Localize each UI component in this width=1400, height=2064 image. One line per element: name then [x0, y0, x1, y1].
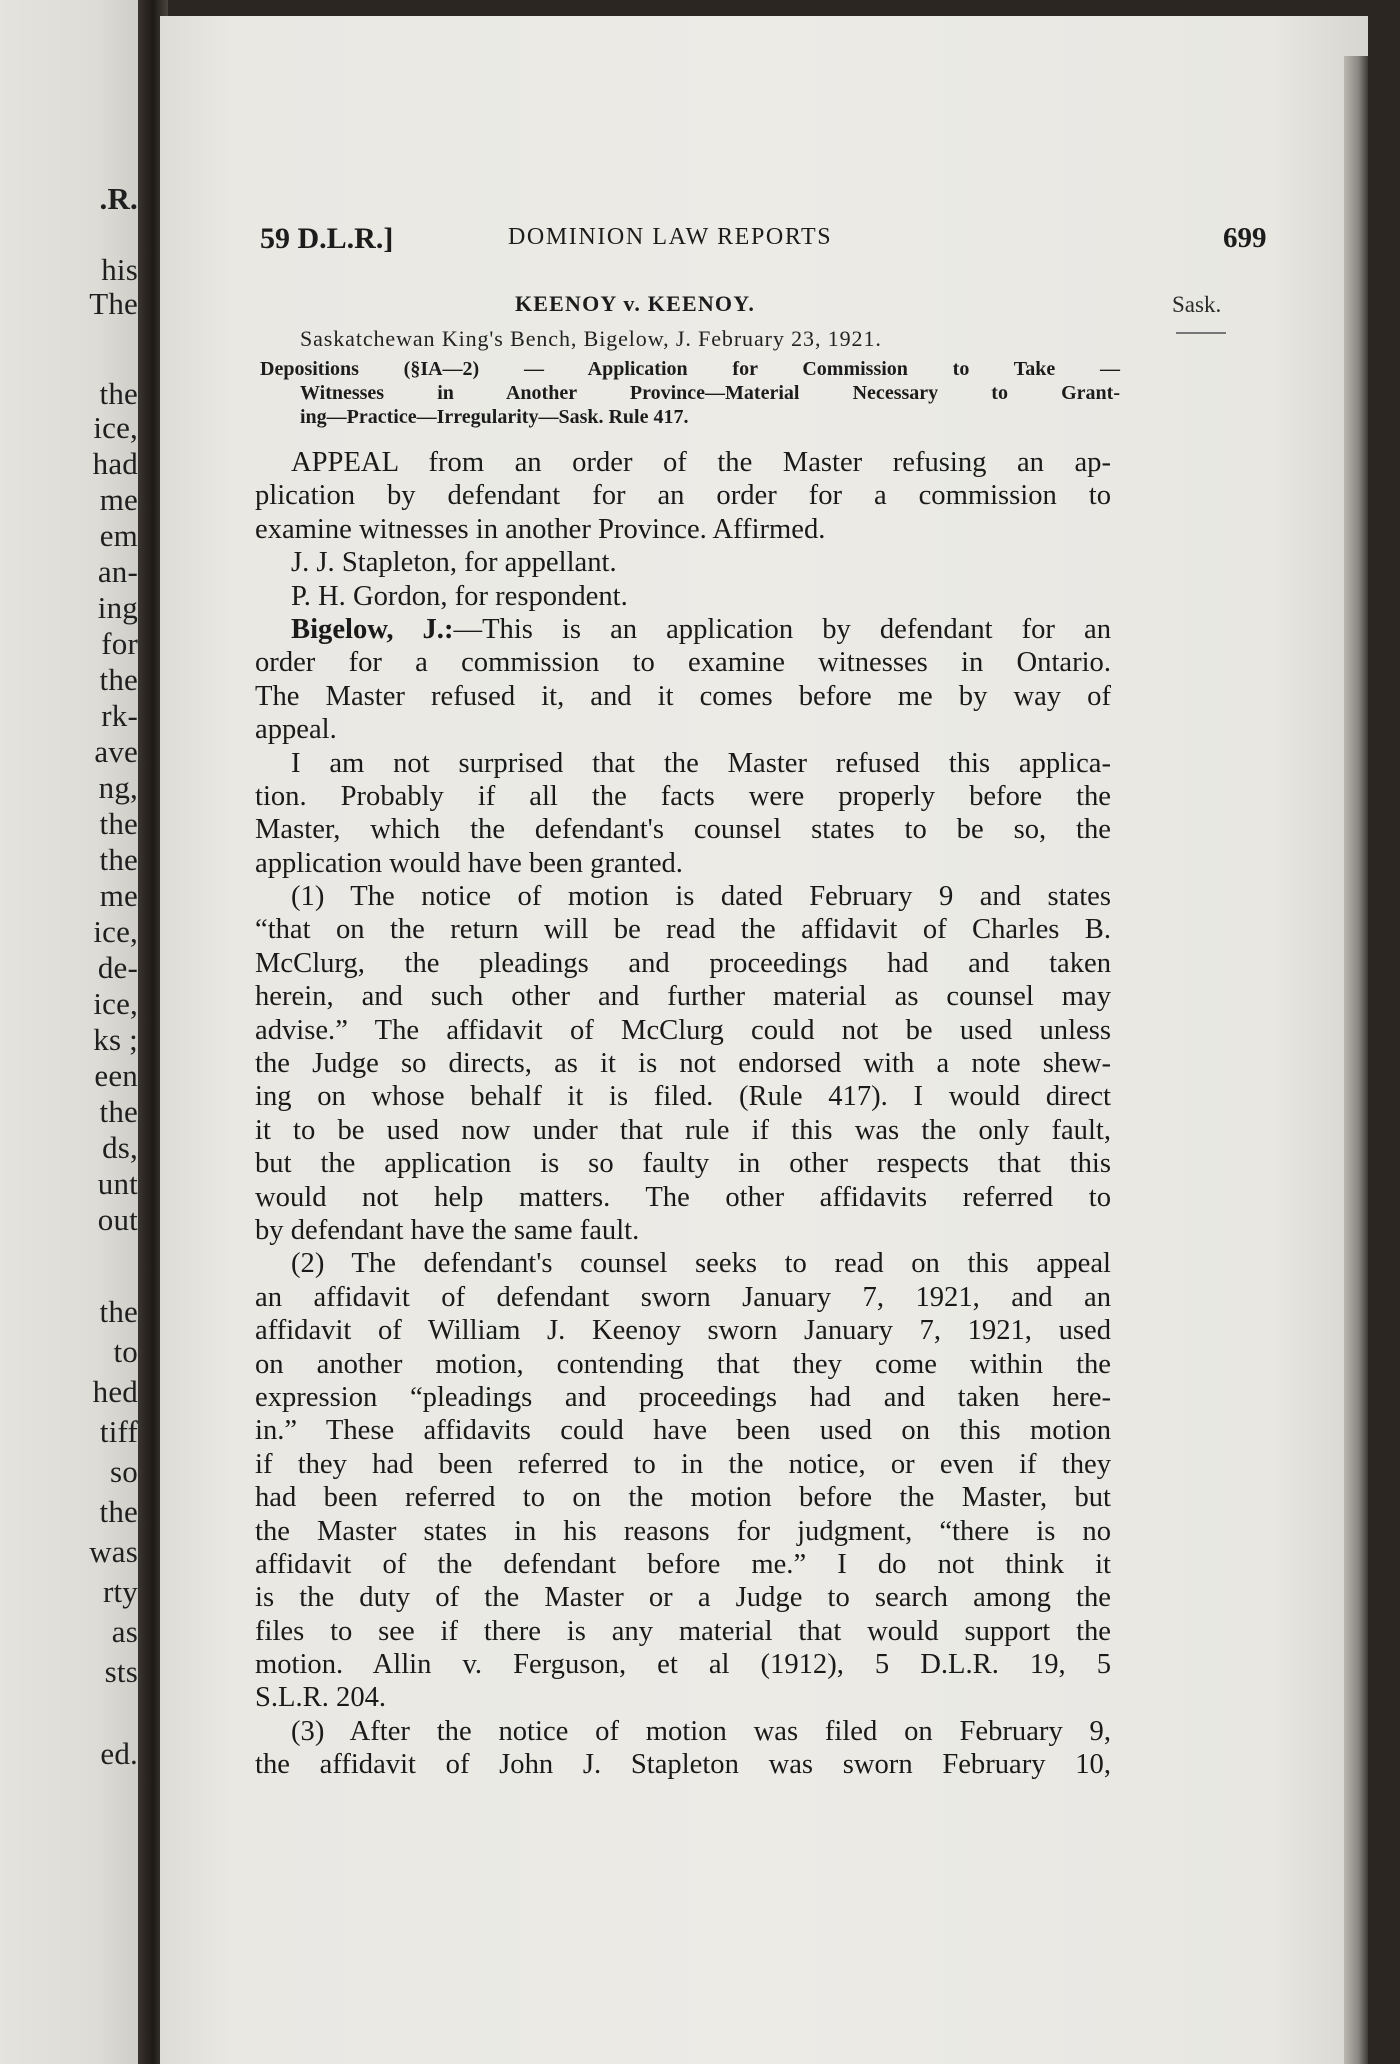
text-run: is the duty of the Master or a Judge to search among the: [255, 1582, 1111, 1614]
text-line: [255, 1314, 1111, 1347]
text-line: [255, 1214, 1111, 1247]
text-line: [255, 446, 1111, 479]
text-run: —This is an application by defendant for an: [453, 613, 1111, 645]
text-line: [255, 546, 1111, 579]
facing-page-fragment: the: [99, 1294, 138, 1329]
facing-page-fragment: the: [99, 376, 138, 411]
text-line: [255, 880, 1111, 913]
text-run: an affidavit of defendant sworn January 7, 1921, and an: [255, 1281, 1111, 1313]
facing-page-fragment: was: [89, 1534, 138, 1569]
text-run: on another motion, contending that they come within the: [255, 1348, 1111, 1380]
text-run: tion. Probably if all the facts were properly before the: [255, 780, 1111, 812]
facing-page-fragment: een: [94, 1058, 138, 1093]
facing-page-fragment: ing: [97, 590, 138, 625]
text-run: by defendant have the same fault.: [255, 1214, 640, 1246]
facing-page-fragment: ds,: [102, 1130, 138, 1165]
text-line: [255, 1748, 1111, 1781]
text-run: The Master refused it, and it comes before me by way of: [255, 680, 1111, 712]
text-line: [255, 713, 1111, 746]
facing-page-fragment: de-: [97, 950, 138, 985]
facing-page-fragment: rk-: [101, 698, 138, 733]
text-run: S.L.R. 204.: [255, 1682, 387, 1714]
text-line: [255, 1548, 1111, 1581]
text-line: [255, 1181, 1111, 1214]
facing-page-fragment: ice,: [93, 914, 138, 949]
text-run: McClurg, the pleadings and proceedings had and taken: [255, 947, 1111, 979]
headnote-line: Depositions (§IA—2) — Application for Commission to Take —: [260, 358, 1120, 380]
text-line: [255, 1581, 1111, 1614]
text-line: [255, 1114, 1111, 1147]
document-page: [160, 16, 1368, 2064]
text-line: [255, 813, 1111, 846]
text-line: [255, 1515, 1111, 1548]
facing-page-fragment: ks ;: [93, 1022, 138, 1057]
margin-jurisdiction-note: Sask.: [1172, 292, 1222, 317]
facing-page-fragment: sts: [104, 1654, 138, 1689]
text-line: [255, 913, 1111, 946]
text-line: [255, 780, 1111, 813]
text-line: [255, 1615, 1111, 1648]
text-run: but the application is so faulty in other respects that this: [255, 1148, 1111, 1180]
judge-name: Bigelow, J.:: [291, 613, 454, 645]
facing-page-fragment: me: [99, 878, 138, 913]
judgment-text: [255, 446, 1111, 1782]
margin-note-rule: [1176, 332, 1226, 334]
text-run: application would have been granted.: [255, 847, 683, 879]
facing-page-fragment: the: [99, 662, 138, 697]
facing-page-fragment: tiff: [99, 1414, 138, 1449]
text-run: the Master states in his reasons for judgment, “there is no: [255, 1515, 1111, 1547]
text-run: if they had been referred to in the notice, or even if they: [255, 1448, 1111, 1480]
facing-page-fragment: .R.: [99, 181, 138, 216]
headnote-line: ing—Practice—Irregularity—Sask. Rule 417.: [300, 406, 689, 428]
facing-page-fragment: me: [99, 482, 138, 517]
facing-page-fragment: ed.: [100, 1736, 138, 1771]
text-run: affidavit of the defendant before me.” I do not think it: [255, 1548, 1111, 1580]
text-run: motion. Allin v. Ferguson, et al (1912), 5 D.L.R. 19, 5: [255, 1649, 1111, 1681]
facing-page-fragment: an-: [97, 554, 138, 589]
text-line: [255, 1047, 1111, 1080]
facing-page-fragment: The: [89, 286, 138, 321]
text-line: [255, 1147, 1111, 1180]
text-run: ing on whose behalf it is filed. (Rule 417). I would direct: [255, 1081, 1111, 1113]
text-line: [255, 1014, 1111, 1047]
text-run: in.” These affidavits could have been used on this motion: [255, 1415, 1111, 1447]
text-run: the affidavit of John J. Stapleton was sworn February 10,: [255, 1749, 1111, 1781]
facing-page-fragment: the: [99, 842, 138, 877]
text-run: Master, which the defendant's counsel states to be so, the: [255, 814, 1111, 846]
case-title: KEENOY v. KEENOY.: [514, 291, 756, 316]
headnote-line: Witnesses in Another Province—Material Necessary to Grant-: [300, 382, 1120, 404]
text-line: [255, 1247, 1111, 1280]
text-run: it to be used now under that rule if this was the only fault,: [255, 1114, 1111, 1146]
facing-page-fragment: ice,: [93, 410, 138, 445]
text-line: [255, 1080, 1111, 1113]
facing-page-fragment: out: [97, 1202, 138, 1237]
facing-page-fragment: unt: [97, 1166, 138, 1201]
facing-page-fragment: to: [113, 1334, 138, 1369]
text-run: P. H. Gordon, for respondent.: [291, 580, 628, 612]
facing-page-fragment: his: [101, 252, 138, 287]
text-line: [255, 1715, 1111, 1748]
text-line: [255, 1481, 1111, 1514]
text-line: [255, 1681, 1111, 1714]
facing-page-fragment: ice,: [93, 986, 138, 1021]
facing-page-fragment: rty: [102, 1574, 138, 1609]
text-line: [255, 1381, 1111, 1414]
facing-page-fragment: so: [110, 1454, 138, 1489]
facing-page-fragment: hed: [92, 1374, 138, 1409]
text-run: APPEAL from an order of the Master refusing an ap-: [291, 447, 1111, 478]
text-line: [255, 980, 1111, 1013]
text-line: [255, 1648, 1111, 1681]
text-line: [255, 680, 1111, 713]
text-line: [255, 646, 1111, 679]
text-run: order for a commission to examine witnesses in Ontario.: [255, 647, 1111, 679]
text-run: the Judge so directs, as it is not endorsed with a note shew-: [255, 1048, 1111, 1080]
text-run: plication by defendant for an order for a commission to: [255, 480, 1111, 512]
text-run: (3) After the notice of motion was filed on February 9,: [291, 1715, 1111, 1747]
text-line: [255, 513, 1111, 546]
facing-page-fragment: as: [111, 1614, 138, 1649]
volume-reference: 59 D.L.R.]: [260, 222, 394, 255]
text-run: expression “pleadings and proceedings had and taken here-: [255, 1381, 1111, 1413]
text-run: examine witnesses in another Province. Affirmed.: [255, 513, 826, 545]
facing-page: [0, 0, 138, 2064]
text-run: advise.” The affidavit of McClurg could not be used unless: [255, 1014, 1111, 1046]
facing-page-fragment: had: [92, 446, 138, 481]
text-run: (2) The defendant's counsel seeks to read on this appeal: [291, 1248, 1111, 1280]
running-title: DOMINION LAW REPORTS: [508, 224, 833, 250]
text-run: had been referred to on the motion before the Master, but: [255, 1482, 1111, 1514]
text-run: I am not surprised that the Master refused this applica-: [291, 747, 1111, 779]
facing-page-fragment: the: [99, 806, 138, 841]
text-run: would not help matters. The other affidavits referred to: [255, 1181, 1111, 1213]
text-line: [255, 1448, 1111, 1481]
facing-page-fragment: the: [99, 1094, 138, 1129]
text-line: [255, 1348, 1111, 1381]
text-line: [255, 479, 1111, 512]
facing-page-fragment: em: [99, 518, 138, 553]
text-line: [255, 947, 1111, 980]
text-line: [255, 1414, 1111, 1447]
page-number: 699: [1223, 222, 1267, 254]
text-line: [255, 1281, 1111, 1314]
text-run: J. J. Stapleton, for appellant.: [291, 547, 617, 579]
text-line: [255, 613, 1111, 646]
facing-page-fragment: the: [99, 1494, 138, 1529]
text-run: appeal.: [255, 714, 337, 746]
facing-page-fragment: for: [101, 626, 138, 661]
court-and-date: Saskatchewan King's Bench, Bigelow, J. February 23, 1921.: [300, 326, 882, 351]
facing-page-fragment: ave: [94, 734, 138, 769]
headnote: [260, 357, 1120, 429]
text-line: [255, 847, 1111, 880]
text-run: (1) The notice of motion is dated February 9 and states: [291, 881, 1111, 913]
text-line: [255, 747, 1111, 780]
page-edge-shadow: [1344, 56, 1368, 2064]
text-run: affidavit of William J. Keenoy sworn January 7, 1921, used: [255, 1315, 1111, 1347]
text-run: “that on the return will be read the affidavit of Charles B.: [255, 914, 1111, 946]
text-line: [255, 580, 1111, 613]
text-run: files to see if there is any material that would support the: [255, 1615, 1111, 1647]
text-run: herein, and such other and further material as counsel may: [255, 981, 1111, 1013]
facing-page-fragment: ng,: [98, 770, 138, 805]
